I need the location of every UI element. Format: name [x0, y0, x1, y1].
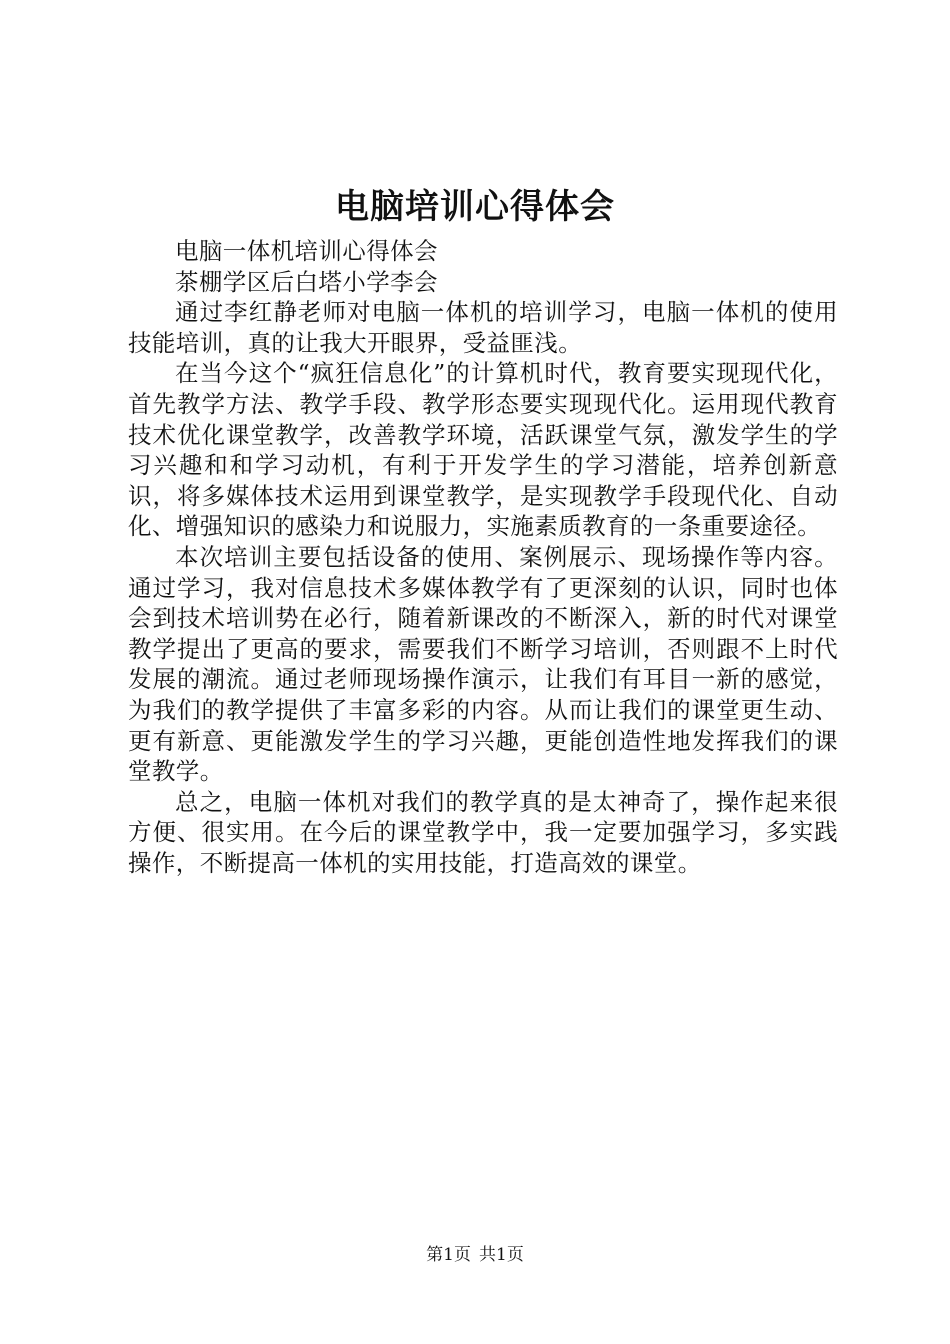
- body-paragraph: 通过李红静老师对电脑一体机的培训学习，电脑一体机的使用技能培训，真的让我大开眼界，受益匪浅。: [128, 298, 838, 357]
- page-number: 第1页: [426, 1245, 471, 1265]
- document-title: 电脑培训心得体会: [335, 187, 615, 227]
- document-body: [128, 236, 838, 878]
- body-paragraph: 在当今这个“疯狂信息化”的计算机时代，教育要实现现代化，首先教学方法、教学手段、教学形态要实现现代化。运用现代教育技术优化课堂教学，改善教学环境，活跃课堂气氛，激发学生的学习兴趣和和学习动机，有利于开发学生的学习潜能，培养创新意识，将多媒体技术运用到课堂教学，是实现教学手段现代化、自动化、增强知识的感染力和说服力，实施素质教育的一条重要途径。: [128, 359, 838, 541]
- page-total: 共1页: [479, 1245, 524, 1265]
- page-footer: [0, 1243, 950, 1267]
- author-paragraph: 茶棚学区后白塔小学李会: [175, 267, 438, 296]
- body-paragraph: 总之，电脑一体机对我们的教学真的是太神奇了，操作起来很方便、很实用。在今后的课堂教学中，我一定要加强学习，多实践操作，不断提高一体机的实用技能，打造高效的课堂。: [128, 787, 838, 877]
- body-paragraph: 本次培训主要包括设备的使用、案例展示、现场操作等内容。通过学习，我对信息技术多媒体教学有了更深刻的认识，同时也体会到技术培训势在必行，随着新课改的不断深入，新的时代对课堂教学提出了更高的要求，需要我们不断学习培训，否则跟不上时代发展的潮流。通过老师现场操作演示，让我们有耳目一新的感觉，为我们的教学提供了丰富多彩的内容。从而让我们的课堂更生动、更有新意、更能激发学生的学习兴趣，更能创造性地发挥我们的课堂教学。: [128, 542, 838, 786]
- subtitle-paragraph: 电脑一体机培训心得体会: [175, 237, 438, 265]
